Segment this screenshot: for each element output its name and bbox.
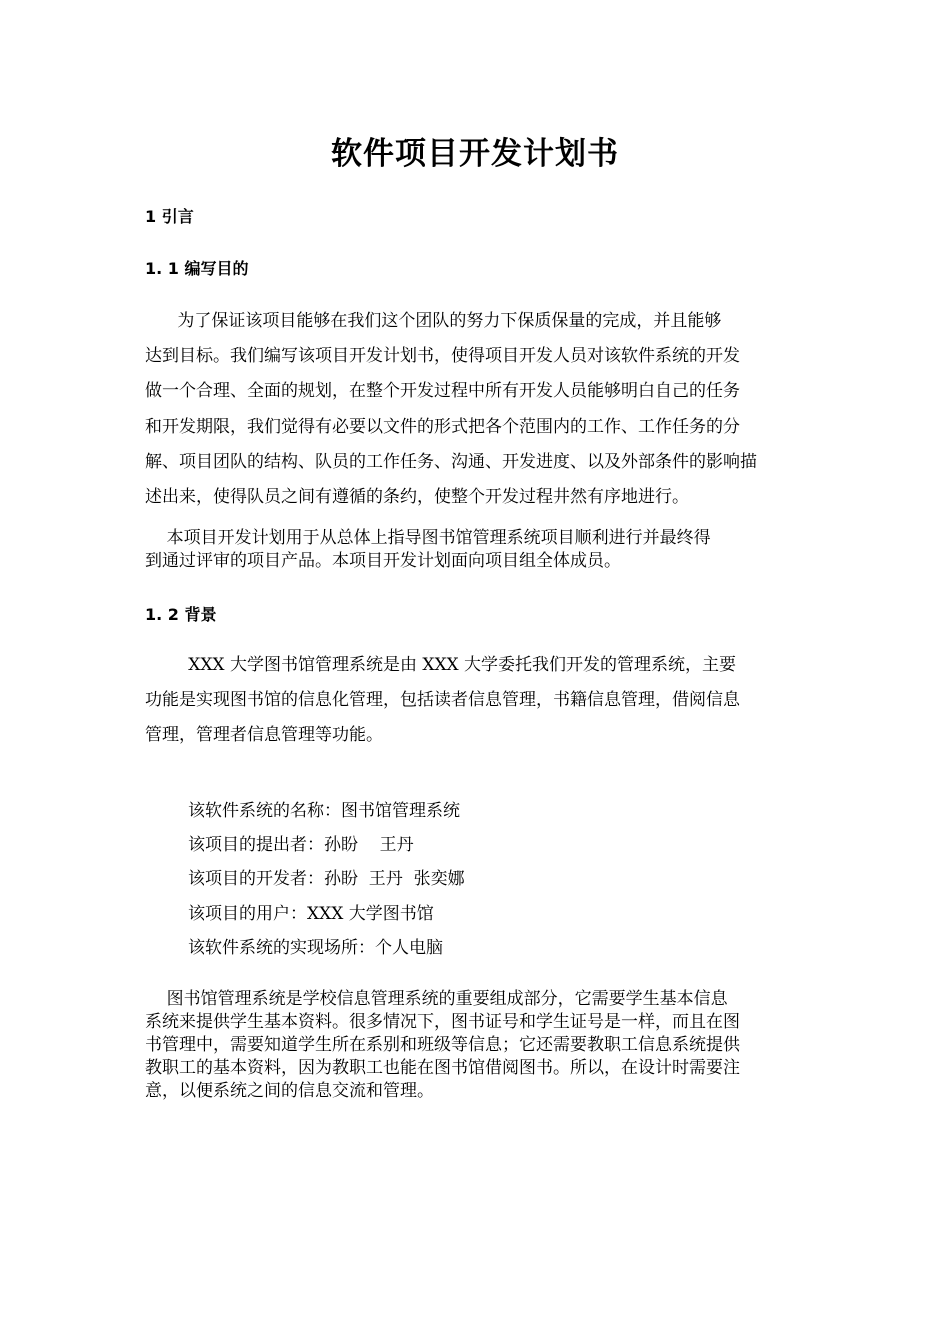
scope-paragraph bbox=[145, 527, 807, 573]
section-heading-purpose: 1. 1 编写目的 bbox=[145, 259, 249, 278]
project-info-list bbox=[188, 794, 465, 965]
paragraph-line: 达到目标。我们编写该项目开发计划书，使得项目开发人员对该软件系统的开发 bbox=[145, 346, 740, 367]
paragraph-line: XXX 大学图书馆管理系统是由 XXX 大学委托我们开发的管理系统，主要 bbox=[145, 655, 737, 675]
paragraph-line: 到通过评审的项目产品。本项目开发计划面向项目组全体成员。 bbox=[145, 551, 621, 571]
paragraph-line: 图书馆管理系统是学校信息管理系统的重要组成部分，它需要学生基本信息 bbox=[145, 989, 728, 1009]
system-relation-paragraph bbox=[145, 988, 807, 1103]
paragraph-line: 意，以便系统之间的信息交流和管理。 bbox=[145, 1081, 434, 1101]
paragraph-line: 书管理中，需要知道学生所在系别和班级等信息；它还需要教职工信息系统提供 bbox=[145, 1035, 740, 1055]
info-system-name: 该软件系统的名称：图书馆管理系统 bbox=[188, 801, 460, 821]
info-users: 该项目的用户：XXX 大学图书馆 bbox=[188, 903, 434, 924]
paragraph-line: 系统来提供学生基本资料。很多情况下，图书证号和学生证号是一样，而且在图 bbox=[145, 1012, 740, 1032]
document-title: 软件项目开发计划书 bbox=[331, 136, 619, 172]
paragraph-line: 功能是实现图书馆的信息化管理，包括读者信息管理，书籍信息管理，借阅信息 bbox=[145, 690, 740, 711]
background-paragraph bbox=[145, 648, 807, 754]
paragraph-line: 述出来，使得队员之间有遵循的条约，使整个开发过程井然有序地进行。 bbox=[145, 486, 689, 507]
info-location: 该软件系统的实现场所：个人电脑 bbox=[188, 937, 443, 958]
paragraph-line: 教职工的基本资料，因为教职工也能在图书馆借阅图书。所以，在设计时需要注 bbox=[145, 1058, 740, 1078]
paragraph-line: 和开发期限，我们觉得有必要以文件的形式把各个范围内的工作、工作任务的分 bbox=[145, 416, 740, 437]
section-heading-background: 1. 2 背景 bbox=[145, 605, 217, 624]
purpose-paragraph bbox=[145, 304, 807, 515]
paragraph-line: 解、项目团队的结构、队员的工作任务、沟通、开发进度、以及外部条件的影响描 bbox=[145, 451, 757, 472]
info-proposer: 该项目的提出者：孙盼 王丹 bbox=[188, 835, 414, 856]
paragraph-line: 本项目开发计划用于从总体上指导图书馆管理系统项目顺利进行并最终得 bbox=[145, 528, 711, 548]
paragraph-line: 做一个合理、全面的规划，在整个开发过程中所有开发人员能够明白自己的任务 bbox=[145, 381, 740, 402]
paragraph-line: 为了保证该项目能够在我们这个团队的努力下保质保量的完成，并且能够 bbox=[145, 311, 722, 331]
info-developers: 该项目的开发者：孙盼 王丹 张奕娜 bbox=[188, 869, 465, 890]
section-heading-introduction: 1 引言 bbox=[145, 207, 194, 226]
paragraph-line: 管理，管理者信息管理等功能。 bbox=[145, 725, 383, 746]
